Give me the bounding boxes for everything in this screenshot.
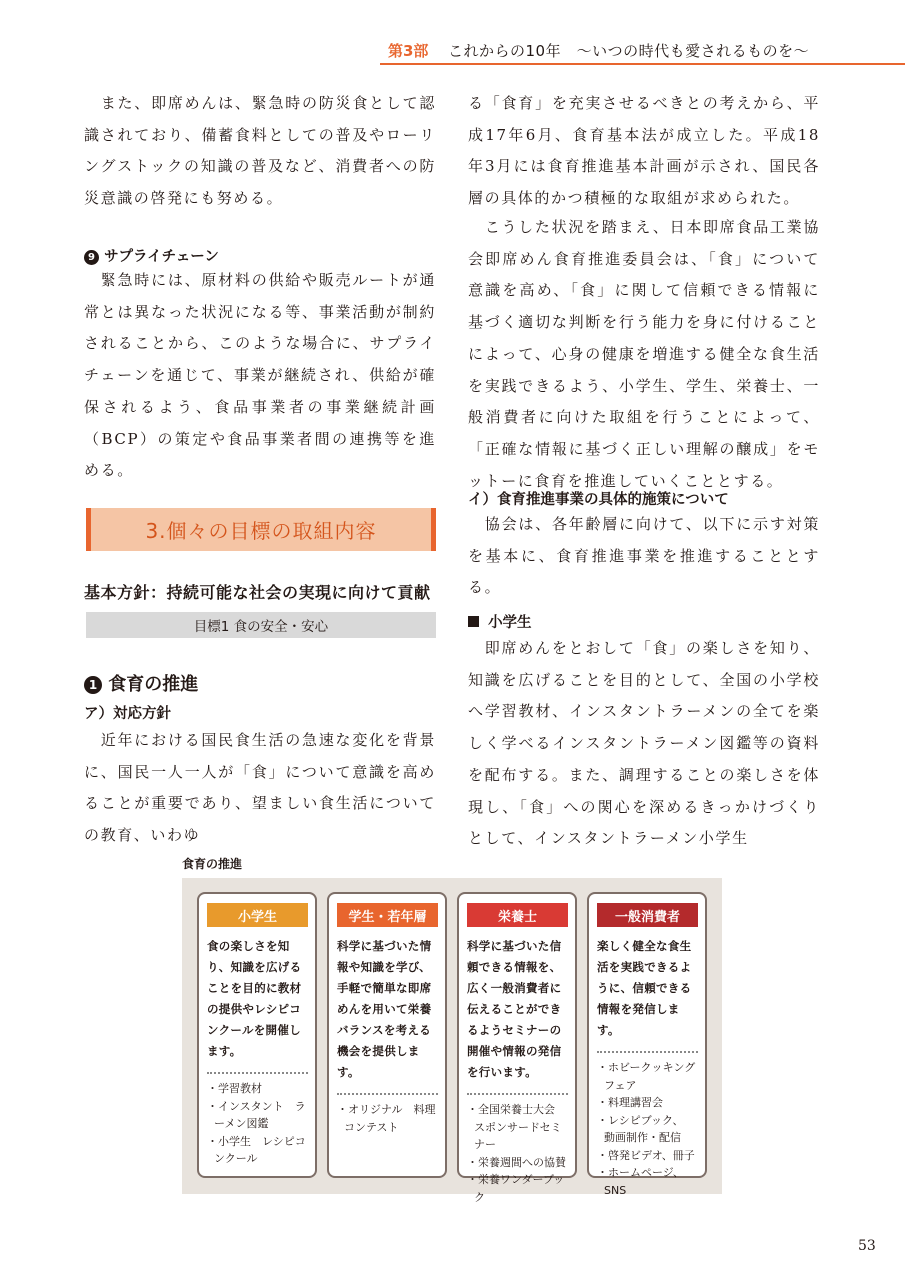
list-item: ・ホビークッキングフェア: [597, 1061, 696, 1092]
figure-title: 食育の推進: [182, 857, 243, 871]
dotted-divider: [467, 1093, 568, 1095]
subheading-label: 小学生: [488, 615, 532, 631]
heading-label: 食育の推進: [108, 674, 199, 695]
list-item: ・小学生 レシピコンクール: [207, 1134, 306, 1165]
section-title: 3.個々の目標の取組内容: [145, 519, 377, 543]
list-item: ・栄養ワンダーブック: [467, 1173, 565, 1204]
list-item: ・オリジナル 料理コンテスト: [337, 1103, 436, 1134]
card-label: 小学生: [207, 903, 308, 927]
section-title-box: [86, 508, 436, 551]
card-label: 一般消費者: [597, 903, 698, 927]
list-item: ・インスタント ラーメン図鑑: [207, 1099, 306, 1130]
dotted-divider: [597, 1051, 698, 1053]
subheading-policy: ア）対応方針: [84, 706, 171, 722]
card-description: 科学に基づいた情報や知識を学び、手軽で簡単な即席めんを用いて栄養バランスを考える機会を提供します。: [337, 939, 432, 1079]
paragraph: こうした状況を踏まえ、日本即席食品工業協会即席めん食育推進委員会は、「食」について意識を高め、「食」に関して信頼できる情報に基づく適切な判断を行う能力を身に付けることによって、心身の健康を増進する健全な食生活を実践できるよう、小学生、学生、栄養士、一般消費者に向けた取組を行うことによって、「正確な情報に基づく正しい理解の醸成」をモットーに食育を推進していくこととする。: [468, 218, 820, 490]
running-header: [380, 40, 905, 70]
page-number: 53: [858, 1238, 876, 1254]
list-item: ・栄養週間への協賛: [467, 1155, 566, 1169]
goal-bar: 目標1 食の安全・安心: [86, 612, 436, 638]
card-description: 食の楽しさを知り、知識を広げることを目的に教材の提供やレシピコンクールを開催します。: [207, 939, 302, 1058]
paragraph: 近年における国民食生活の急速な変化を背景に、国民一人一人が「食」について意識を高めることが重要であり、望ましい食生活についての教育、いわゆ: [84, 731, 436, 845]
list-item: ・料理講習会: [597, 1096, 663, 1109]
card-label: 学生・若年層: [337, 903, 438, 927]
card-description: 科学に基づいた信頼できる情報を、広く一般消費者に伝えることができるようセミナーの開催や情報の発信を行います。: [467, 939, 562, 1079]
black-square-icon: [468, 616, 479, 627]
card-items: [337, 1101, 438, 1136]
card-items: [207, 1080, 308, 1168]
card-items: [467, 1101, 568, 1206]
header-rule: [380, 63, 905, 65]
list-item: ・啓発ビデオ、冊子: [597, 1148, 695, 1162]
list-item: ・全国栄養士大会 スポンサードセミナー: [467, 1103, 566, 1151]
paragraph: 緊急時には、原材料の供給や販売ルートが通常とは異なった状況になる等、事業活動が制約されることから、このような場合に、サプライチェーンを通じて、事業が継続され、供給が確保されるよう、食品事業者の事業継続計画（BCP）の策定や食品事業者間の連携等を進める。: [84, 271, 436, 480]
figure-food-education: [182, 878, 722, 1204]
heading-food-education: [84, 670, 198, 696]
part-label: 第3部: [388, 42, 429, 60]
subheading-measures: イ）食育推進事業の具体的施策について: [468, 492, 729, 508]
card-students: [327, 892, 447, 1178]
subheading-elementary: [468, 611, 532, 632]
subheading-supply-chain: [84, 245, 219, 266]
number-1-icon: 1: [84, 676, 102, 694]
paragraph: 協会は、各年齢層に向けて、以下に示す対策を基本に、食育推進事業を推進することとする。: [468, 515, 820, 597]
list-item: ・レシピブック、 動画制作・配信: [597, 1113, 690, 1144]
card-label: 栄養士: [467, 903, 568, 927]
dotted-divider: [337, 1093, 438, 1095]
list-item: ・学習教材: [207, 1082, 262, 1095]
paragraph: 即席めんをとおして「食」の楽しさを知り、知識を広げることを目的として、全国の小学校へ学習教材、インスタントラーメンの全てを楽しく学べるインスタントラーメン図鑑等の資料を配布する。また、調理することの楽しさを体現し、「食」への関心を深めるきっかけづくりとして、インスタントラーメン小学生: [468, 639, 820, 848]
card-description: 楽しく健全な食生活を実践できるように、信頼できる情報を発信します。: [597, 939, 692, 1037]
card-items: [597, 1059, 698, 1199]
paragraph: また、即席めんは、緊急時の防災食として認識されており、備蓄食料としての普及やローリングストックの知識の普及など、消費者への防災意識の啓発にも努める。: [84, 94, 436, 208]
number-9-icon: 9: [84, 250, 99, 265]
subheading-label: サプライチェーン: [104, 249, 219, 265]
list-item: ・ホームページ、SNS: [597, 1166, 684, 1197]
paragraph: る「食育」を充実させるべきとの考えから、平成17年6月、食育基本法が成立した。平成18年3月には食育推進基本計画が示され、国民各層の具体的かつ積極的な取組が求められた。: [468, 94, 820, 208]
part-title: これからの10年 ～いつの時代も愛されるものを～: [448, 42, 810, 60]
basic-policy: 基本方針：持続可能な社会の実現に向けて貢献: [84, 583, 431, 602]
card-consumers: [587, 892, 707, 1197]
dotted-divider: [207, 1072, 308, 1074]
card-elementary: [197, 892, 317, 1178]
card-dietitian: [457, 892, 577, 1204]
